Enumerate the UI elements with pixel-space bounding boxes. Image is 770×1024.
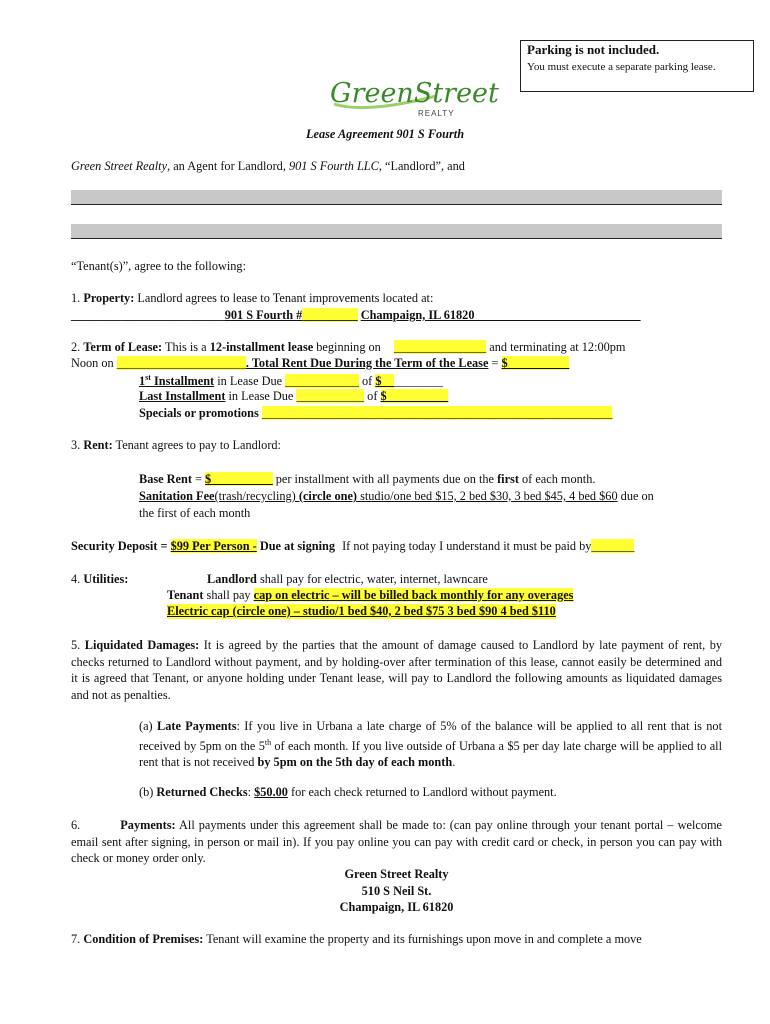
electric-cap-line[interactable]: Electric cap (circle one) – studio/1 bed $40, 2 bed $75 3 bed $90 4 bed $110 bbox=[167, 604, 556, 618]
addr-tail-blank[interactable]: ___________________________ bbox=[474, 308, 641, 322]
deposit-label: Security Deposit = bbox=[71, 539, 171, 553]
addr-street: 901 S Fourth # bbox=[224, 308, 303, 322]
s3-num: 3. bbox=[71, 438, 81, 452]
section-3-rent bbox=[71, 438, 281, 453]
b-head: Returned Checks bbox=[156, 785, 248, 799]
a-label: (a) bbox=[139, 719, 153, 733]
specials-label: Specials or promotions bbox=[139, 406, 259, 420]
tenant-name-line-2[interactable] bbox=[71, 224, 722, 239]
landlord-text: shall pay for electric, water, internet, lawncare bbox=[256, 572, 488, 586]
s1-num: 1. bbox=[71, 291, 81, 305]
total-eq: = bbox=[488, 356, 502, 370]
section-7-condition bbox=[71, 932, 642, 947]
a-sup: th bbox=[264, 737, 272, 747]
addr-city: Champaign, IL 61820 bbox=[360, 308, 475, 322]
deposit-text: If not paying today I understand it must be paid by bbox=[342, 539, 592, 553]
document-title: Lease Agreement 901 S Fourth bbox=[306, 127, 465, 141]
payee-city: Champaign, IL 61820 bbox=[339, 900, 454, 914]
intro-llc: 901 S Fourth LLC bbox=[288, 159, 379, 173]
last-inst-head: Last Installment bbox=[139, 389, 226, 403]
s5-head: Liquidated Damages: bbox=[84, 638, 200, 652]
logo-script: GreenStreet bbox=[330, 78, 499, 109]
intro-line bbox=[71, 159, 465, 174]
first-inst-text: in Lease Due bbox=[214, 374, 286, 389]
base-first: first bbox=[497, 472, 519, 486]
last-inst-text: in Lease Due bbox=[225, 389, 297, 403]
sanitation-label: Sanitation Fee bbox=[139, 489, 215, 503]
deposit-due: Due at signing bbox=[256, 539, 335, 553]
parking-notice-title: Parking is not included. bbox=[527, 42, 660, 57]
section-1-property bbox=[71, 291, 433, 306]
logo-sub: REALTY bbox=[418, 109, 455, 118]
green-street-realty-logo bbox=[326, 74, 499, 120]
first-inst-tail[interactable]: ________ bbox=[393, 374, 443, 389]
deposit-date-blank[interactable]: _______ bbox=[591, 539, 635, 553]
base-rent-value[interactable]: $__________ bbox=[205, 472, 273, 486]
s5-text: It is agreed by the parties that the amount of damage caused to Landlord by late payment of rent, by checks returned to Landlord without payment, and by holding-over after termination of this lease, cannot easily be determined and it is agreed that Tenant, or anyone holding under Tenant lease, will pay to Landlord the following amounts as liquidated damages and not as penalties. bbox=[71, 638, 723, 702]
s2-t2: beginning on bbox=[316, 340, 381, 354]
late-payments-clause bbox=[139, 718, 722, 771]
landlord-label: Landlord bbox=[207, 572, 257, 586]
begin-date-blank[interactable]: _______________ bbox=[393, 340, 487, 354]
base-end: of each month. bbox=[518, 472, 596, 486]
s6-head: Payments: bbox=[120, 818, 176, 832]
b-text: for each check returned to Landlord without payment. bbox=[287, 785, 557, 799]
addr-lead-blank[interactable]: _________________________ bbox=[71, 308, 225, 322]
last-installment-line bbox=[139, 389, 448, 404]
parking-notice-text: You must execute a separate parking lease. bbox=[527, 61, 716, 73]
returned-checks-clause bbox=[139, 785, 557, 800]
section-4-utilities bbox=[71, 572, 128, 587]
payee-street: 510 S Neil St. bbox=[361, 883, 432, 898]
base-rent-text: per installment with all payments due on the bbox=[272, 472, 498, 486]
b-amount: $50.00 bbox=[254, 785, 288, 799]
sanitation-prices: studio/one bed $15, 2 bed $30, 3 bed $45, 4 bed $60 bbox=[357, 489, 618, 503]
section-5-liquidated-damages bbox=[71, 637, 722, 703]
total-rent-value[interactable]: $__________ bbox=[501, 356, 570, 370]
a-bold: by 5pm on the 5th day of each month bbox=[257, 755, 453, 770]
sanitation-circle: (circle one) bbox=[298, 489, 357, 503]
payee-name: Green Street Realty bbox=[344, 867, 449, 881]
tenant-name-line-1[interactable] bbox=[71, 190, 722, 205]
s7-head: Condition of Premises: bbox=[83, 932, 204, 946]
s6-text: All payments under this agreement shall be made to: (can pay online through your tenant portal – welcome email sent after signing, in person or mail in). If you pay online you can pay with credit card or check, in person you can pay with check or money order only. bbox=[71, 818, 722, 865]
s5-num: 5. bbox=[71, 638, 81, 652]
section-6-payments bbox=[71, 817, 722, 867]
addr-unit-blank[interactable]: _________ bbox=[302, 308, 358, 322]
tenant-label: Tenant bbox=[167, 588, 204, 602]
first-of: of bbox=[358, 374, 376, 389]
tenant-text: shall pay bbox=[203, 588, 254, 602]
deposit-value: $99 Per Person - bbox=[170, 539, 257, 553]
payment-address bbox=[71, 866, 722, 916]
s2-t1: This is a bbox=[164, 340, 207, 354]
s7-text: Tenant will examine the property and its furnishings upon move in and complete a move bbox=[206, 932, 642, 946]
b-colon: : bbox=[247, 785, 255, 799]
base-eq: = bbox=[191, 472, 206, 486]
s2-installment: 12-installment lease bbox=[209, 340, 314, 354]
s4-num: 4. bbox=[71, 572, 81, 586]
parking-notice-box bbox=[520, 40, 754, 92]
specials-blank[interactable]: _________________________________________________________ bbox=[261, 406, 613, 420]
specials-line bbox=[139, 406, 612, 421]
base-rent-label: Base Rent bbox=[139, 472, 192, 486]
last-of: of bbox=[364, 389, 381, 403]
first-inst-num: 1st Installment bbox=[139, 373, 215, 389]
first-inst-amount[interactable]: $__ bbox=[375, 374, 394, 389]
s3-head: Rent: bbox=[83, 438, 113, 452]
s1-head: Property: bbox=[83, 291, 135, 305]
base-rent-line bbox=[139, 472, 595, 487]
property-address-line bbox=[71, 308, 640, 323]
total-rent-label: . Total Rent Due During the Term of the Lease bbox=[245, 356, 489, 370]
intro-end: , “Landlord”, and bbox=[378, 159, 465, 173]
last-inst-amount[interactable]: $__________ bbox=[380, 389, 449, 403]
a-text-2: of each month. If you live outside of Urbana a $5 per day late charge will be applied to all rent that is not received bbox=[139, 738, 722, 770]
intro-agent: Green Street Realty bbox=[71, 159, 168, 173]
s2-head: Term of Lease: bbox=[83, 340, 163, 354]
s1-text: Landlord agrees to lease to Tenant improvements located at: bbox=[137, 291, 434, 305]
s4-head: Utilities: bbox=[83, 572, 129, 586]
a-text-1: : If you live in Urbana a late charge of 5% of the balance will be applied to all rent that is not received by 5pm on the 5 bbox=[139, 719, 722, 753]
tenants-agree-line: “Tenant(s)”, agree to the following: bbox=[71, 259, 246, 273]
intro-mid: , an Agent for Landlord, bbox=[167, 159, 289, 173]
s7-num: 7. bbox=[71, 932, 81, 946]
term-line-2 bbox=[71, 356, 569, 371]
first-inst-date-blank[interactable]: ____________ bbox=[285, 374, 359, 389]
sanitation-line bbox=[139, 489, 654, 504]
section-2-term bbox=[71, 340, 626, 355]
noon-date-blank[interactable]: _____________________ bbox=[116, 356, 246, 370]
last-inst-date-blank[interactable]: ___________ bbox=[296, 389, 365, 403]
tenant-electric-cap: cap on electric – will be billed back monthly for any overages bbox=[253, 588, 574, 602]
sanitation-line-2: the first of each month bbox=[139, 506, 251, 520]
landlord-utilities-line bbox=[207, 572, 488, 587]
noon-on: Noon on bbox=[71, 356, 114, 370]
security-deposit-line bbox=[71, 539, 634, 554]
s3-text: Tenant agrees to pay to Landlord: bbox=[115, 438, 281, 452]
tenant-utilities-line bbox=[167, 588, 573, 603]
s2-num: 2. bbox=[71, 340, 81, 354]
s2-t3: and terminating at 12:00pm bbox=[489, 340, 626, 354]
first-installment-line bbox=[139, 373, 443, 389]
sanitation-end: due on bbox=[617, 489, 654, 503]
a-head: Late Payments bbox=[157, 719, 237, 733]
b-label: (b) bbox=[139, 785, 154, 799]
s6-num: 6. bbox=[71, 818, 81, 832]
sanitation-paren: (trash/recycling) bbox=[214, 489, 299, 503]
a-end: . bbox=[452, 755, 456, 770]
